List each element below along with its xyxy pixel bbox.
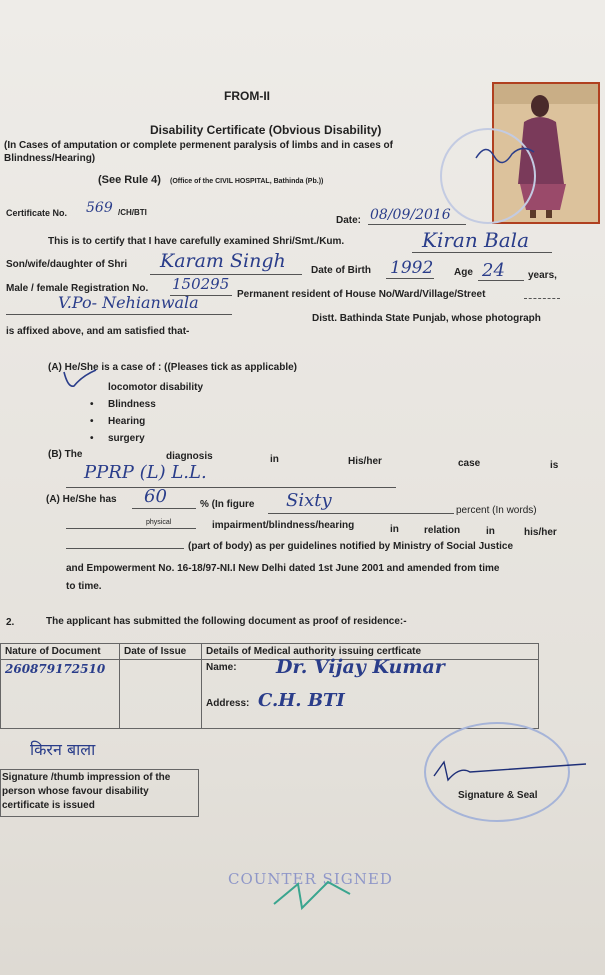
- percent-figure-underline: [132, 508, 196, 509]
- resident-label: Permanent resident of House No/Ward/Village/Street: [237, 289, 486, 300]
- his-her-text: his/her: [524, 527, 557, 538]
- section-2-number: 2.: [6, 617, 15, 628]
- office-line: (Office of the CIVIL HOSPITAL, Bathinda (Pb.)): [170, 178, 324, 185]
- signature-seal-label: Signature & Seal: [458, 790, 538, 801]
- part-body-text: (part of body) as per guidelines notified by Ministry of Social Justice: [188, 541, 514, 552]
- table-cell-document: [1, 660, 120, 729]
- relation-label: Son/wife/daughter of Shri: [6, 259, 128, 270]
- section-b-part-5: case: [458, 458, 481, 469]
- bullet-icon: •: [90, 416, 94, 427]
- percent-words-label: percent (In words): [456, 505, 537, 516]
- diagnosis-value: PPRP (L) L.L.: [84, 462, 207, 483]
- date-underline: [368, 224, 466, 225]
- percent-figure-value: 60: [144, 486, 167, 507]
- section-2-text: The applicant has submitted the following document as proof of residence:-: [46, 616, 407, 627]
- percent-words-underline: [268, 513, 454, 514]
- physical-text: physical: [146, 519, 172, 526]
- dob-label: Date of Birth: [311, 265, 371, 276]
- district-text: Distt. Bathinda State Punjab, whose photograph: [312, 313, 541, 324]
- table-cell-authority: [202, 656, 539, 729]
- age-value: 24: [482, 260, 505, 281]
- section-b-part-4: His/her: [348, 456, 382, 467]
- registration-value: 150295: [172, 275, 230, 293]
- percent-figure-label: % (In figure: [200, 499, 255, 510]
- father-name: Karam Singh: [160, 250, 286, 272]
- table-row: [1, 660, 539, 729]
- relation-word-3: in: [486, 526, 495, 537]
- applicant-name: Kiran Bala: [422, 228, 530, 252]
- table-header-nature: Nature of Document: [1, 644, 120, 660]
- authority-address-value: C.H. BTI: [258, 690, 345, 711]
- certificate-no-value: 569: [86, 200, 113, 216]
- section-a-label: (A) He/She is a case of : ((Pleases tick as applicable): [48, 362, 297, 373]
- table-header-details: Details of Medical authority issuing certficate: [202, 644, 539, 660]
- authority-address-label: Address:: [206, 698, 250, 709]
- signature-label-1: Signature /thumb impression of the: [2, 772, 171, 783]
- impairment-text: impairment/blindness/hearing: [212, 520, 355, 531]
- part-body-underline: [66, 548, 184, 549]
- section-b-part-1: (B) The: [48, 449, 83, 460]
- dob-value: 1992: [390, 258, 434, 278]
- dob-underline: [386, 278, 434, 279]
- subtitle-line-1: (In Cases of amputation or complete permenent paralysis of limbs and in cases of: [4, 140, 393, 151]
- signature-label-3: certificate is issued: [2, 800, 95, 811]
- counter-signature-icon: [268, 874, 358, 918]
- table-header-row: [1, 644, 539, 660]
- authority-name-label: Name:: [206, 662, 237, 673]
- percent-words-value: Sixty: [286, 490, 332, 511]
- counter-signed-stamp: COUNTER SIGNED: [228, 870, 393, 888]
- registration-label: Male / female Registration No.: [6, 283, 149, 294]
- to-time-text: to time.: [66, 581, 102, 592]
- official-signature-icon: [430, 756, 590, 786]
- section-b-part-2: diagnosis: [166, 451, 213, 462]
- date-label: Date:: [336, 215, 362, 226]
- option-hearing: Hearing: [108, 416, 146, 427]
- bullet-icon: •: [90, 399, 94, 410]
- section-b-part-3: in: [270, 454, 279, 465]
- address-underline: [6, 314, 232, 315]
- signature-label-2: person whose favour disability: [2, 786, 149, 797]
- relation-word-1: in: [390, 524, 399, 535]
- option-surgery: surgery: [108, 433, 145, 444]
- table-header-date: Date of Issue: [120, 644, 202, 660]
- option-blindness: Blindness: [108, 399, 156, 410]
- relation-word-2: relation: [424, 525, 461, 536]
- empowerment-text: and Empowerment No. 16-18/97-NI.I New Delhi dated 1st June 2001 and amended from time: [66, 563, 500, 574]
- rule-line: (See Rule 4): [98, 174, 161, 186]
- physical-underline: [66, 528, 196, 529]
- section-b-part-6: is: [550, 460, 559, 471]
- age-label: Age: [454, 267, 473, 278]
- applicant-signature: किरन बाला: [30, 740, 96, 759]
- section-c-label: (A) He/She has: [46, 494, 117, 505]
- form-title: FROM-II: [224, 89, 270, 103]
- bullet-icon: •: [90, 433, 94, 444]
- document-number: 260879172510: [5, 662, 106, 676]
- authority-name-value: Dr. Vijay Kumar: [276, 656, 445, 678]
- certificate-title: Disability Certificate (Obvious Disability): [150, 123, 382, 137]
- age-underline: [478, 280, 524, 281]
- diagnosis-underline: [66, 487, 396, 488]
- tick-mark-icon: [60, 366, 100, 392]
- certificate-no-suffix: /CH/BTI: [118, 208, 147, 217]
- street-dash: [524, 298, 560, 299]
- certificate-no-label: Certificate No.: [6, 208, 68, 218]
- residence-proof-table: [0, 643, 539, 729]
- years-label: years,: [528, 270, 557, 281]
- photo-signature-icon: [472, 138, 542, 168]
- certify-text: This is to certify that I have carefully examined Shri/Smt./Kum.: [48, 236, 345, 247]
- subtitle-line-2: Blindness/Hearing): [4, 153, 96, 164]
- table-cell-date: [120, 660, 202, 729]
- date-value: 08/09/2016: [370, 207, 451, 223]
- address-value: V.Po- Nehianwala: [58, 293, 199, 312]
- name-underline: [412, 252, 552, 253]
- affixed-text: is affixed above, and am satisfied that-: [6, 326, 190, 337]
- option-locomotor: locomotor disability: [108, 382, 204, 393]
